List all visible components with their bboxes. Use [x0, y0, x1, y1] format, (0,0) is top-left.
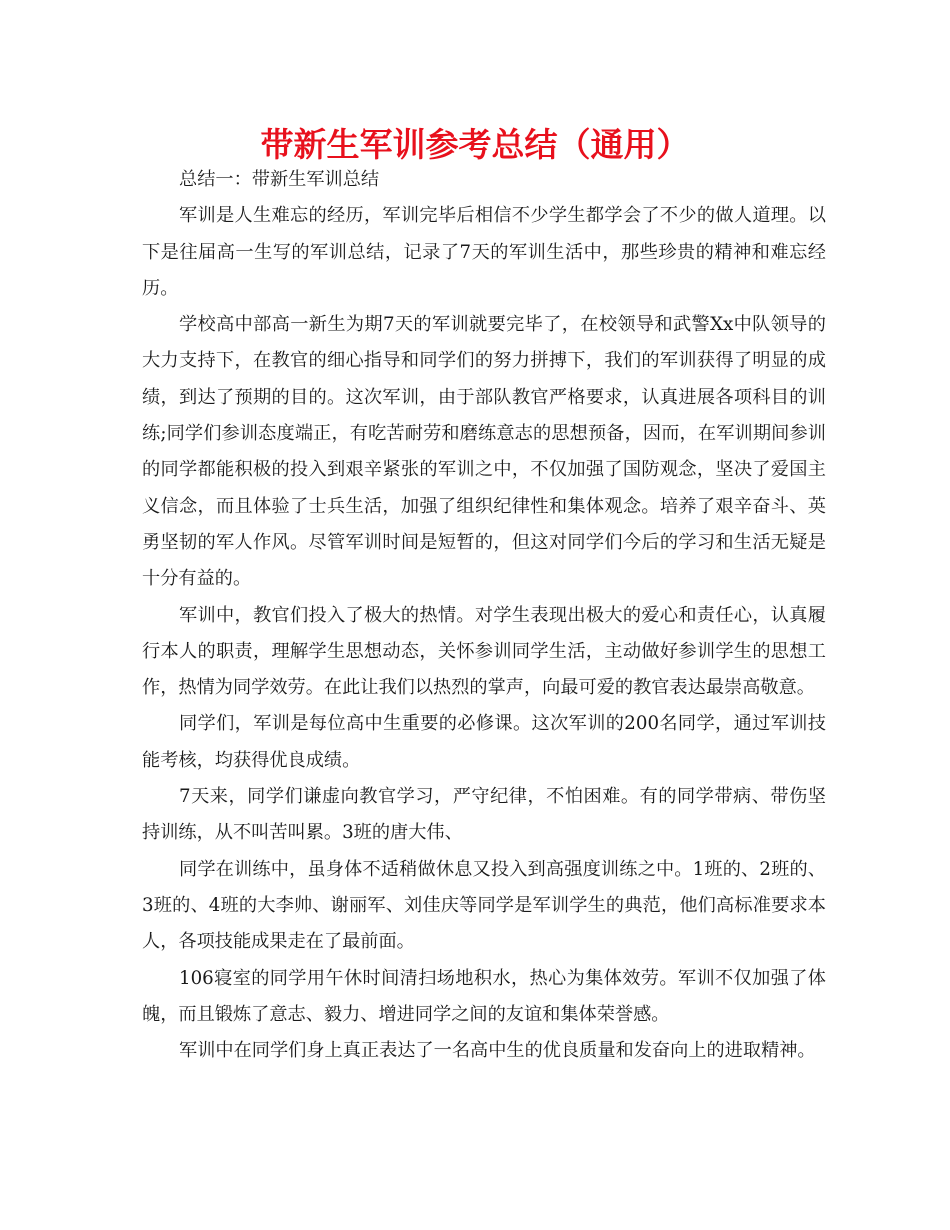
document-title: 带新生军训参考总结（通用）: [260, 125, 690, 164]
paragraph: 军训是人生难忘的经历，军训完毕后相信不少学生都学会了不少的做人道理。以下是往届高一生写的军训总结，记录了7天的军训生活中，那些珍贵的精神和难忘经历。: [142, 205, 826, 299]
paragraph-subtitle: 总结一：带新生军训总结: [179, 169, 380, 190]
paragraph: 7天来，同学们谦虚向教官学习，严守纪律，不怕困难。有的同学带病、带伤坚持训练，从不叫苦叫累。3班的唐大伟、: [142, 786, 826, 844]
document-body: [142, 162, 826, 1069]
paragraph: 同学在训练中，虽身体不适稍做休息又投入到高强度训练之中。1班的、2班的、3班的、4班的大李帅、谢丽军、刘佳庆等同学是军训学生的典范，他们高标准要求本人，各项技能成果走在了最前面。: [142, 858, 826, 953]
paragraph: 学校高中部高一新生为期7天的军训就要完毕了，在校领导和武警Xx中队领导的大力支持下，在教官的细心指导和同学们的努力拼搏下，我们的军训获得了明显的成绩，到达了预期的目的。这次军训，由于部队教官严格要求，认真进展各项科目的训练;同学们参训态度端正，有吃苦耐劳和磨练意志的思想预备，因而，在军训期间参训的同学都能积极的投入到艰辛紧张的军训之中，不仅加强了国防观念，坚决了爱国主义信念，而且体验了士兵生活，加强了组织纪律性和集体观念。培养了艰辛奋斗、英勇坚韧的军人作风。尽管军训时间是短暂的，但这对同学们今后的学习和生活无疑是十分有益的。: [142, 314, 826, 590]
paragraph: 军训中在同学们身上真正表达了一名高中生的优良质量和发奋向上的进取精神。: [179, 1040, 816, 1062]
paragraph: 同学们，军训是每位高中生重要的必修课。这次军训的200名同学，通过军训技能考核，均获得优良成绩。: [142, 713, 826, 771]
paragraph: 军训中，教官们投入了极大的热情。对学生表现出极大的爱心和责任心，认真履行本人的职责，理解学生思想动态，关怀参训同学生活，主动做好参训学生的思想工作，热情为同学效劳。在此让我们以热烈的掌声，向最可爱的教官表达最崇高敬意。: [142, 604, 826, 699]
paragraph: 106寝室的同学用午休时间清扫场地积水，热心为集体效劳。军训不仅加强了体魄，而且锻炼了意志、毅力、增进同学之间的友谊和集体荣誉感。: [142, 967, 826, 1025]
